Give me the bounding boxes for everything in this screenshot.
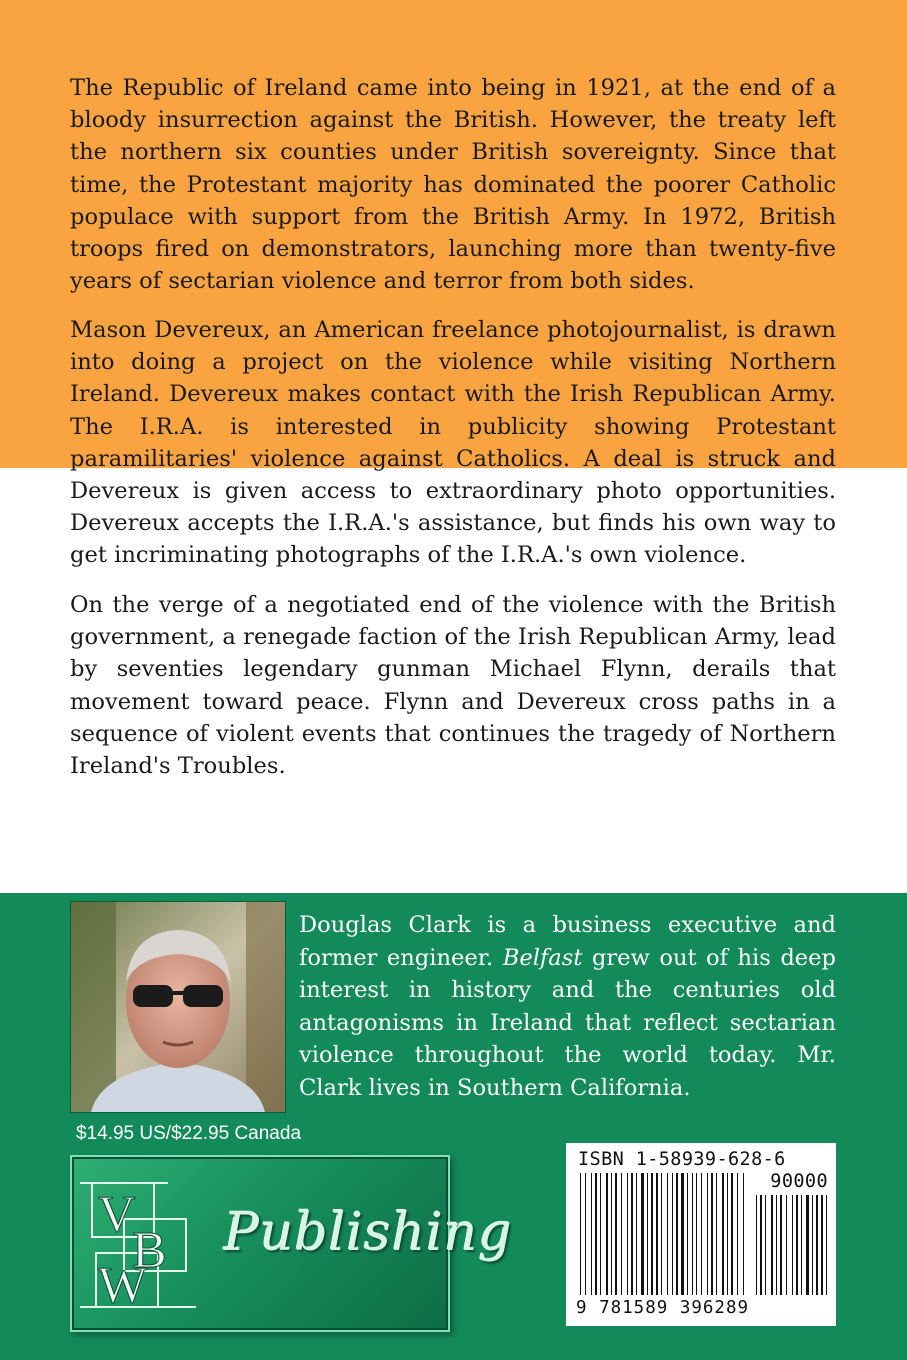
barcode-bar — [727, 1173, 728, 1295]
barcode-bar — [636, 1173, 637, 1295]
blurb-paragraph-1: The Republic of Ireland came into being in 1921, at the end of a bloody insurrection against the British. However, the treaty left the northern six counties under British sovereignty. Since that time, the Protestant majority has dominated the poorer Catholic populace with support from the British Army. In 1972, British troops fired on demonstrators, launching more than twenty-five years of sectarian violence and terror from both sides. — [70, 75, 836, 295]
isbn-label: ISBN 1-58939-628-6 — [578, 1149, 786, 1170]
barcode-bar — [826, 1195, 827, 1295]
book-title: Belfast — [502, 944, 583, 971]
barcode-bar — [600, 1173, 601, 1295]
barcode-bar — [776, 1195, 777, 1295]
barcode-bar — [621, 1173, 622, 1295]
monogram-letter-w: W — [98, 1257, 148, 1314]
barcode-bar — [796, 1195, 798, 1295]
barcode-bar — [631, 1173, 633, 1295]
barcode-bar — [780, 1195, 782, 1295]
blurb-paragraph-2: Mason Devereux, an American freelance photojournalist, is drawn into doing a project on the violence while visiting Northern Ireland. Devereux makes contact with the Irish Republican Army. The I.R.A. is interested in publicity showing Protestant paramilitaries' violence against Catholics. A deal is struck and Devereux is given access to extraordinary photo opportunities. Devereux accepts the I.R.A.'s assistance, but finds his own way to get incriminating photographs of the I.R.A.'s own violence. — [70, 317, 836, 569]
barcode-bar — [701, 1173, 702, 1295]
barcode-bar — [792, 1195, 793, 1295]
author-bio-start: Douglas Clark is a business executive and former engineer. — [299, 912, 836, 971]
barcode-bar — [737, 1173, 738, 1295]
barcode-bar — [816, 1195, 818, 1295]
barcode-bar — [641, 1173, 644, 1295]
barcode-bar — [585, 1173, 586, 1295]
barcode-bar — [707, 1173, 708, 1295]
barcode-bar — [771, 1195, 773, 1295]
barcode-bar — [743, 1173, 744, 1295]
monogram-letter-v: V — [98, 1186, 136, 1243]
barcode-bar — [672, 1173, 673, 1295]
barcode-bar — [615, 1173, 617, 1295]
barcode-bar — [611, 1173, 612, 1295]
author-bio-end: grew out of his deep interest in history and the centuries old antagonisms in Ireland that reflect sectarian violence throughout the world today. Mr. Clark lives in Southern California. — [299, 944, 836, 1101]
barcode-bar — [812, 1195, 813, 1295]
barcode-bar — [760, 1195, 762, 1295]
isbn-barcode — [566, 1143, 836, 1326]
barcode-bar — [667, 1173, 668, 1295]
barcode-bar — [711, 1173, 713, 1295]
ean-number: 9 781589 396289 — [576, 1298, 750, 1318]
barcode-bar — [765, 1195, 766, 1295]
monogram-letter-b: B — [132, 1222, 167, 1279]
barcode-bar — [656, 1173, 658, 1295]
barcode-bar — [651, 1173, 653, 1295]
barcode-bar — [676, 1173, 678, 1295]
barcode-bar — [821, 1195, 823, 1295]
barcode-bar — [647, 1173, 648, 1295]
price-code: 90000 — [770, 1171, 828, 1192]
price-label: $14.95 US/$22.95 Canada — [76, 1123, 302, 1144]
barcode-bar — [786, 1195, 787, 1295]
barcode-bar — [661, 1173, 662, 1295]
barcode-bar — [687, 1173, 688, 1295]
publisher-name: Publishing — [224, 1203, 513, 1263]
barcode-bar — [716, 1173, 717, 1295]
blurb-paragraph-3: On the verge of a negotiated end of the violence with the British government, a renegade faction of the Irish Republican Army, lead by seventies legendary gunman Michael Flynn, derails that movement toward peace. Flynn and Devereux cross paths in a sequence of violent events that continues the tragedy of Northern Ireland's Troubles. — [70, 592, 836, 780]
author-photo — [70, 901, 286, 1113]
barcode-bar — [722, 1173, 724, 1295]
barcode-bar — [580, 1173, 581, 1295]
barcode-bar — [696, 1173, 697, 1295]
barcode-bar — [801, 1195, 802, 1295]
barcode-bar — [595, 1173, 597, 1295]
barcode-bar — [606, 1173, 608, 1295]
publisher-logo — [70, 1155, 513, 1332]
author-bio — [299, 909, 836, 1104]
barcode-bar — [756, 1195, 757, 1295]
barcode-bar — [731, 1173, 733, 1295]
barcode-bar — [692, 1173, 693, 1295]
barcode-bar — [627, 1173, 628, 1295]
barcode-bar — [681, 1173, 684, 1295]
barcode-bar — [806, 1195, 809, 1295]
barcode-bar — [591, 1173, 592, 1295]
